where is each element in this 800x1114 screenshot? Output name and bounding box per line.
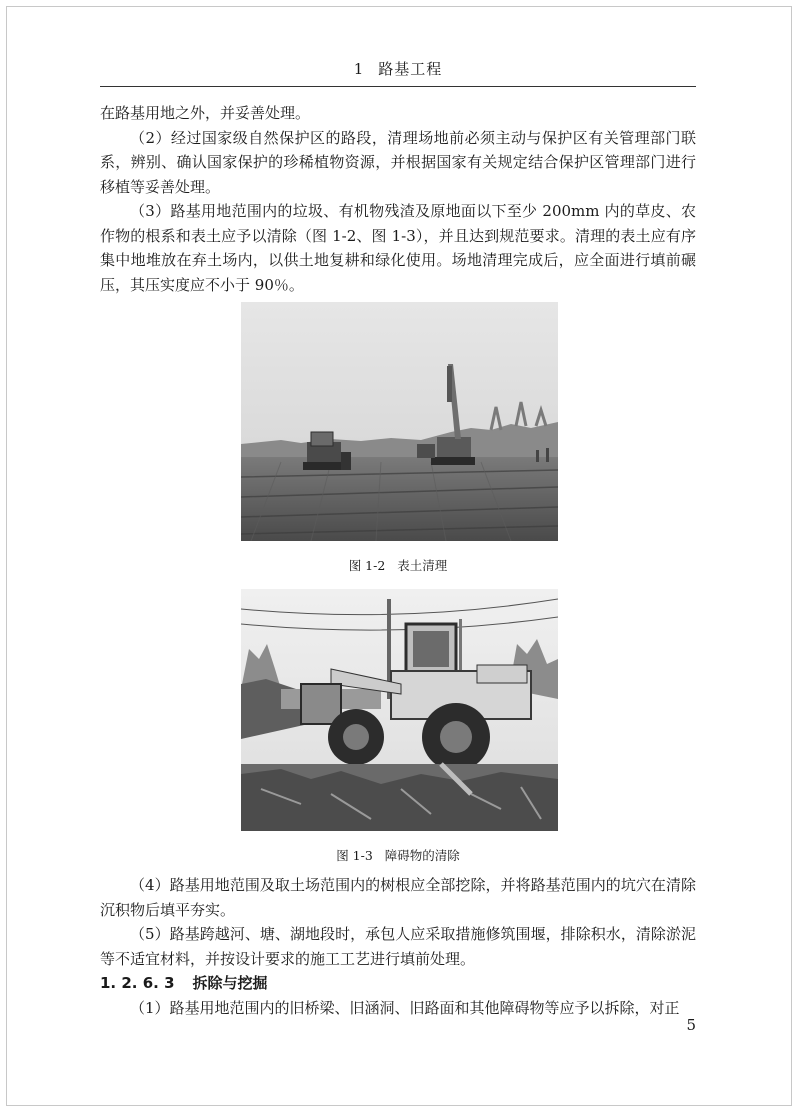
body-text-bottom: [100, 873, 696, 1020]
paragraph: （5）路基跨越河、塘、湖地段时，承包人应采取措施修筑围堰，排除积水，清除淤泥等不适宜材料，并按设计要求的施工工艺进行填前处理。: [100, 925, 696, 968]
figure-number: 图 1-2: [348, 558, 386, 573]
figure-number: 图 1-3: [336, 848, 373, 863]
figure-title: 障碍物的清除: [384, 848, 460, 863]
figure-title: 表土清理: [397, 558, 448, 573]
paragraph: （1）路基用地范围内的旧桥梁、旧涵洞、旧路面和其他障碍物等应予以拆除，对正: [130, 998, 680, 1017]
paragraph: 在路基用地之外，并妥善处理。: [100, 104, 311, 122]
paragraph: （4）路基用地范围及取土场范围内的树根应全部挖除，并将路基范围内的坑穴在清除沉积物后填平夯实。: [100, 876, 696, 919]
page-number: 5: [686, 1016, 696, 1034]
figure-caption: [100, 556, 696, 574]
figure-caption: [100, 846, 696, 864]
figure-topsoil-clearing-photo: [241, 302, 558, 541]
running-head: [100, 58, 696, 79]
figure-obstacle-removal-photo: [241, 589, 558, 831]
header-rule: [100, 86, 696, 87]
body-text-top: [100, 101, 696, 297]
paragraph: （2）经过国家级自然保护区的路段，清理场地前必须主动与保护区有关管理部门联系，辨别、确认国家保护的珍稀植物资源，并根据国家有关规定结合保护区管理部门进行移植等妥善处理。: [100, 128, 696, 196]
subsection-heading: [100, 971, 696, 996]
subsection-number: 1. 2. 6. 3: [100, 974, 175, 992]
paragraph: （3）路基用地范围内的垃圾、有机物残渣及原地面以下至少 200mm 内的草皮、农作物的根系和表土应予以清除（图 1-2、图 1-3），并且达到规范要求。清理的表土应有序集中地堆放在弃土场内，以供土地复耕和绿化使用。场地清理完成后，应全面进行填前碾压，其压实度应不小于 90％。: [100, 202, 696, 294]
section-number: 1: [353, 60, 365, 78]
subsection-title: 拆除与挖掘: [192, 974, 268, 992]
section-title: 路基工程: [378, 60, 443, 78]
